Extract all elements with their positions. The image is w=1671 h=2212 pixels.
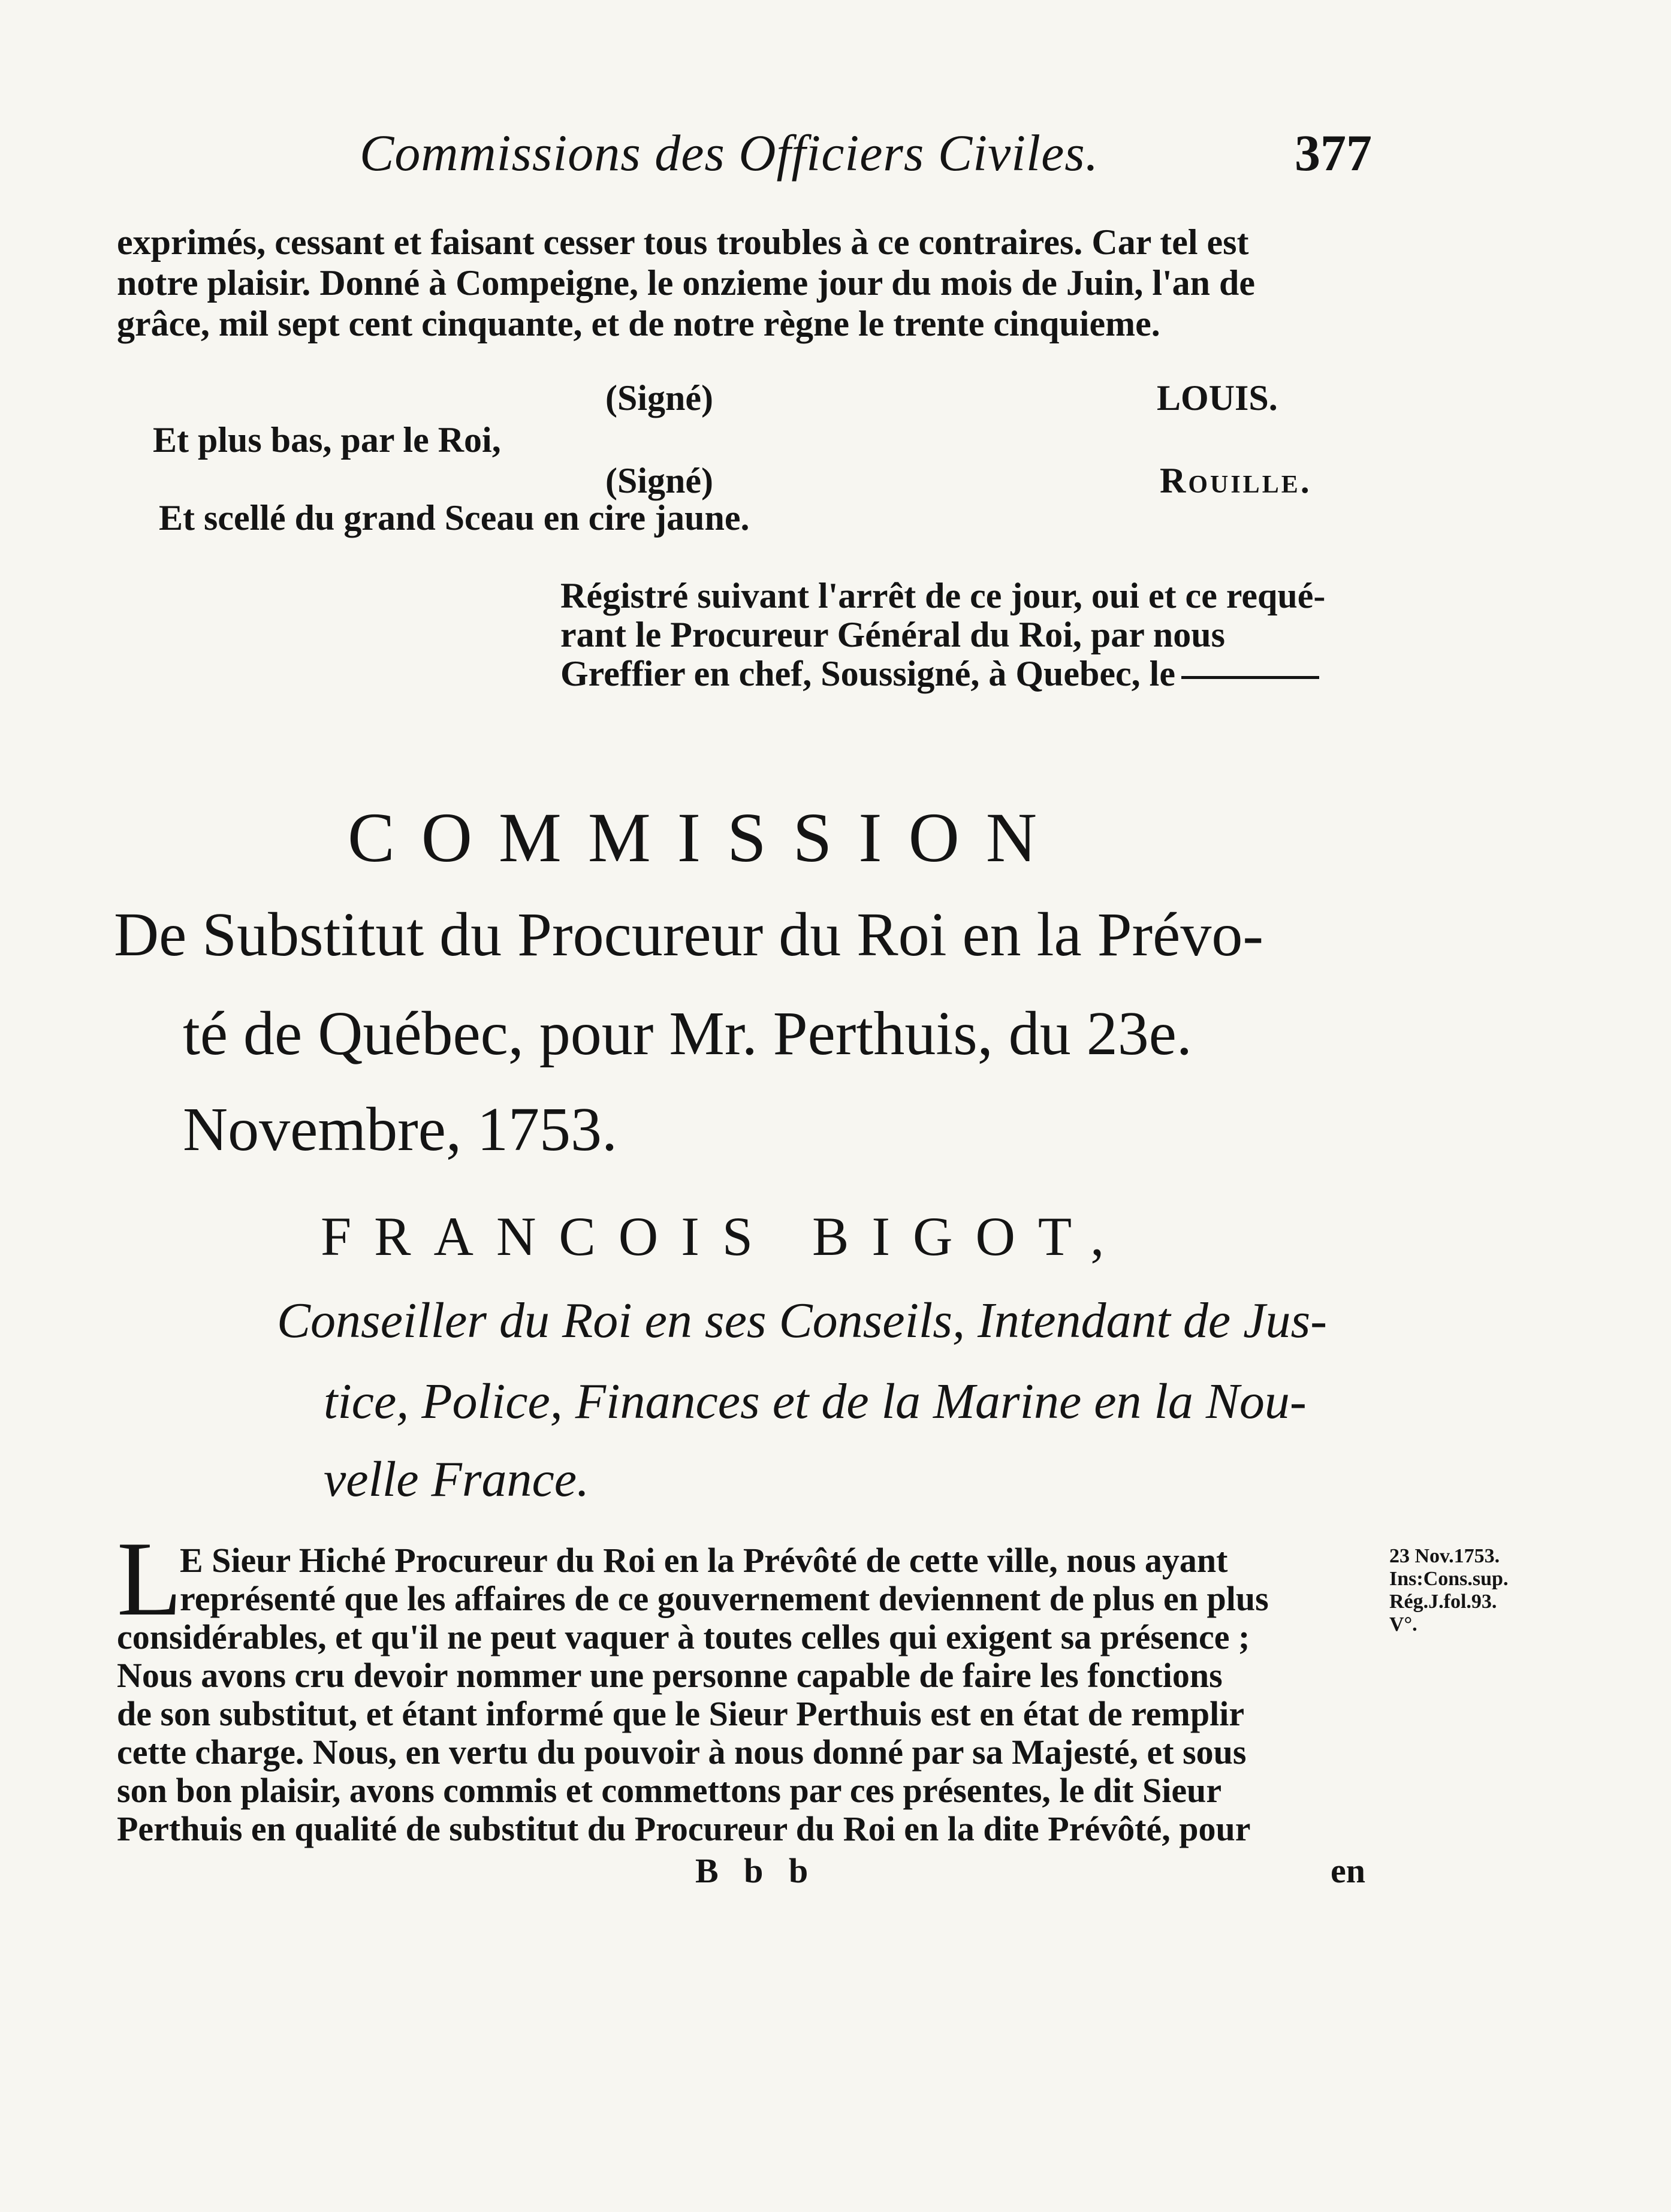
lower-note: Et plus bas, par le Roi,	[153, 420, 501, 460]
commission-subtitle-3: Novembre, 1753.	[183, 1095, 617, 1164]
issuer-titles-3: velle France.	[324, 1451, 590, 1507]
margin-note-line-3: Rég.J.fol.93.	[1389, 1591, 1497, 1613]
drop-cap: L	[117, 1519, 182, 1638]
issuer-titles-2: tice, Police, Finances et de la Marine en la Nou-	[324, 1374, 1307, 1429]
body-line-8: Perthuis en qualité de substitut du Procureur du Roi en la dite Prévôté, pour	[117, 1809, 1251, 1848]
continuation-line-2: notre plaisir. Donné à Compeigne, le onzieme jour du mois de Juin, l'an de	[117, 263, 1256, 303]
body-line-3: considérables, et qu'il ne peut vaquer à toutes celles qui exigent sa présence ;	[117, 1617, 1250, 1656]
body-line-1: E Sieur Hiché Procureur du Roi en la Prévôté de cette ville, nous ayant	[180, 1541, 1228, 1580]
signatory-minister: Rouille.	[1160, 461, 1312, 500]
signatory-king: LOUIS.	[1157, 378, 1278, 418]
body-line-4: Nous avons cru devoir nommer une personne capable de faire les fonctions	[117, 1656, 1223, 1695]
seal-note: Et scellé du grand Sceau en cire jaune.	[159, 498, 750, 538]
margin-note-line-1: 23 Nov.1753.	[1389, 1545, 1500, 1567]
issuer-name: FRANCOIS BIGOT,	[321, 1206, 1127, 1267]
signed-label-2: (Signé)	[605, 461, 713, 500]
registration-line-1: Régistré suivant l'arrêt de ce jour, oui et ce requé-	[560, 576, 1326, 615]
registration-line-2: rant le Procureur Général du Roi, par nous	[560, 615, 1225, 654]
running-title: Commissions des Officiers Civiles.	[360, 124, 1099, 182]
registration-line-3	[560, 653, 1319, 695]
issuer-titles-1: Conseiller du Roi en ses Conseils, Intendant de Jus-	[277, 1293, 1328, 1348]
body-line-7: son bon plaisir, avons commis et commettons par ces présentes, le dit Sieur	[117, 1771, 1222, 1810]
body-line-5: de son substitut, et étant informé que le Sieur Perthuis est en état de remplir	[117, 1694, 1245, 1733]
continuation-line-3: grâce, mil sept cent cinquante, et de notre règne le trente cinquieme.	[117, 304, 1160, 343]
registration-line-3-text: Greffier en chef, Soussigné, à Quebec, le	[560, 654, 1175, 693]
commission-heading: COMMISSION	[348, 798, 1064, 877]
body-line-6: cette charge. Nous, en vertu du pouvoir à nous donné par sa Majesté, et sous	[117, 1733, 1247, 1772]
body-line-2: représenté que les affaires de ce gouvernement deviennent de plus en plus	[180, 1579, 1269, 1618]
signed-label-1: (Signé)	[605, 378, 713, 418]
margin-note-line-4: V°.	[1389, 1613, 1417, 1635]
commission-subtitle-2: té de Québec, pour Mr. Perthuis, du 23e.	[183, 999, 1192, 1068]
signature-mark: B b b	[695, 1851, 817, 1890]
margin-note-line-2: Ins:Cons.sup.	[1389, 1568, 1509, 1590]
blank-dash	[1181, 676, 1319, 679]
page-number: 377	[1295, 124, 1372, 182]
commission-subtitle-1: De Substitut du Procureur du Roi en la Prévo-	[114, 900, 1263, 969]
catchword: en	[1331, 1851, 1365, 1890]
continuation-line-1: exprimés, cessant et faisant cesser tous troubles à ce contraires. Car tel est	[117, 222, 1249, 262]
